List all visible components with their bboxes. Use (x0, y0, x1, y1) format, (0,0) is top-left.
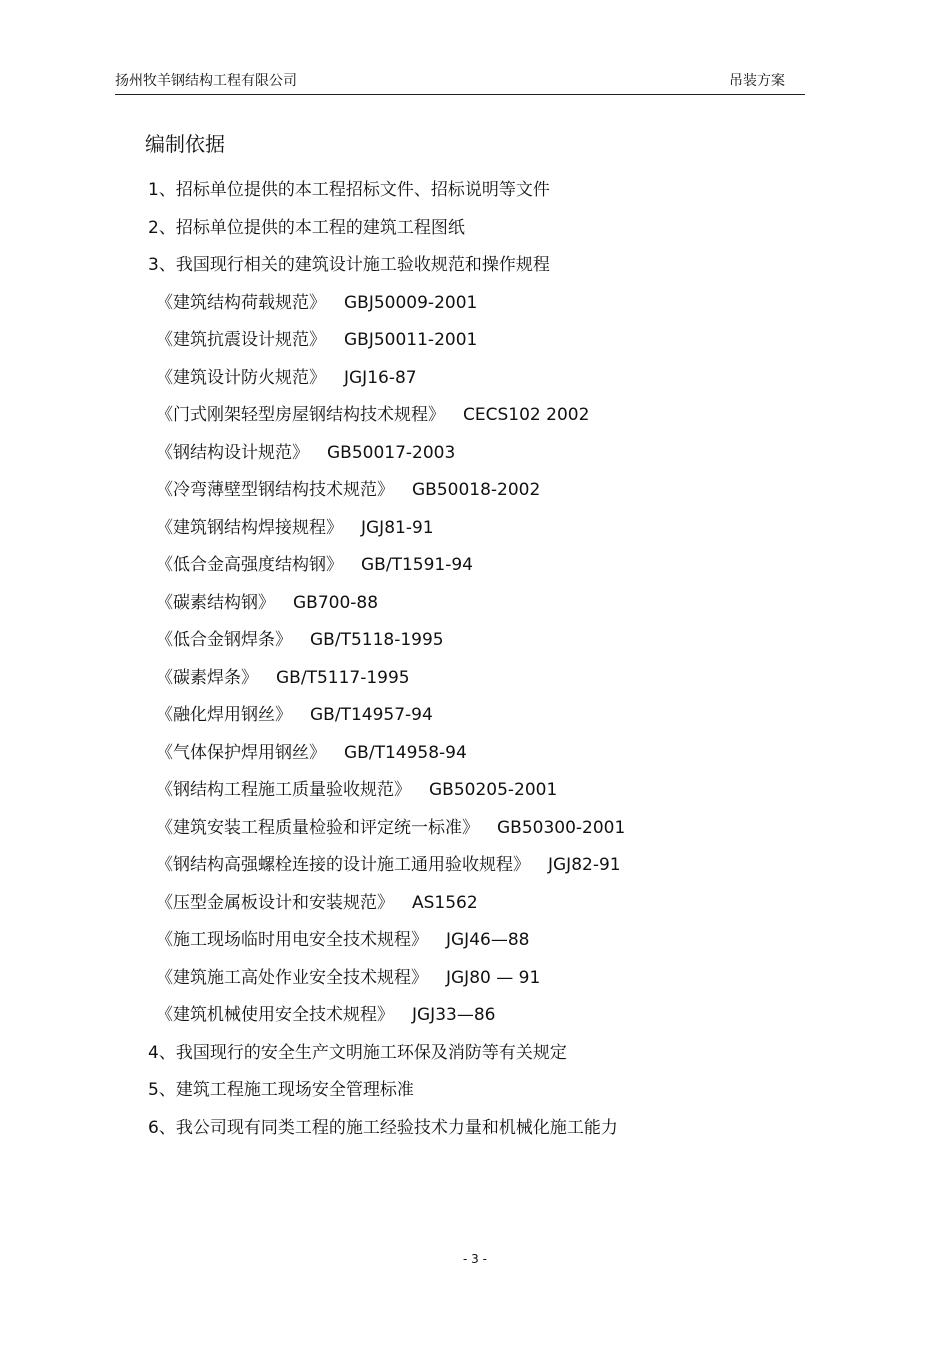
standard-name: 《钢结构设计规范》 (156, 442, 309, 463)
standard-name: 《低合金高强度结构钢》 (156, 555, 343, 575)
standard-name: 《低合金钢焊条》 (156, 630, 292, 650)
standard-code: CECS102 2002 (463, 405, 590, 425)
standard-code: JGJ80 — 91 (446, 967, 541, 988)
standard-name: 《钢结构高强螺栓连接的设计施工通用验收规程》 (156, 855, 530, 875)
standard-name: 《建筑机械使用安全技术规程》 (156, 1005, 394, 1025)
list-item: 4、我国现行的安全生产文明施工环保及消防等有关规定 (148, 1042, 567, 1063)
standard-item (148, 397, 828, 435)
standard-code: GB50017-2003 (327, 442, 456, 463)
standard-item (148, 885, 828, 923)
page-number: - 3 - (463, 1252, 487, 1266)
standard-code: GB/T5118-1995 (310, 630, 444, 650)
standard-name: 《建筑安装工程质量检验和评定统一标准》 (156, 817, 479, 838)
list-item: 6、我公司现有同类工程的施工经验技术力量和机械化施工能力 (148, 1117, 618, 1138)
standard-name: 《碳素结构钢》 (156, 592, 275, 613)
standard-item (148, 810, 828, 848)
standard-code: GB/T14957-94 (310, 705, 433, 725)
standard-code: JGJ82-91 (548, 855, 621, 875)
standard-item (148, 960, 828, 998)
standard-code: JGJ81-91 (361, 517, 434, 538)
standard-item (148, 735, 828, 773)
standard-code: JGJ33—86 (412, 1005, 496, 1025)
standard-item (148, 772, 828, 810)
standard-name: 《建筑钢结构焊接规程》 (156, 517, 343, 538)
standard-code: GBJ50011-2001 (344, 330, 478, 350)
standard-code: GB/T14958-94 (344, 742, 467, 763)
basis-list (148, 172, 828, 1147)
standard-code: JGJ46—88 (446, 930, 530, 950)
list-item: 1、招标单位提供的本工程招标文件、招标说明等文件 (148, 180, 550, 200)
list-item: 3、我国现行相关的建筑设计施工验收规范和操作规程 (148, 255, 550, 275)
standard-item (148, 660, 828, 698)
standard-code: GB/T5117-1995 (276, 667, 410, 688)
standard-code: JGJ16-87 (344, 367, 417, 388)
standard-name: 《气体保护焊用钢丝》 (156, 742, 326, 763)
standard-name: 《门式刚架轻型房屋钢结构技术规程》 (156, 405, 445, 425)
standard-code: GB/T1591-94 (361, 555, 473, 575)
document-type: 吊装方案 (729, 73, 785, 89)
standard-item (148, 360, 828, 398)
standard-item (148, 622, 828, 660)
standard-item (148, 435, 828, 473)
standard-code: GB50018-2002 (412, 480, 541, 500)
standard-item (148, 547, 828, 585)
standard-code: GB50300-2001 (497, 817, 626, 838)
standard-code: GB700-88 (293, 592, 379, 613)
standard-name: 《碳素焊条》 (156, 667, 258, 688)
standard-name: 《冷弯薄壁型钢结构技术规范》 (156, 480, 394, 500)
section-title: 编制依据 (145, 132, 225, 156)
standard-name: 《钢结构工程施工质量验收规范》 (156, 780, 411, 800)
standard-code: GBJ50009-2001 (344, 292, 478, 313)
standard-name: 《建筑结构荷载规范》 (156, 292, 326, 313)
standard-code: AS1562 (412, 892, 478, 913)
list-item: 2、招标单位提供的本工程的建筑工程图纸 (148, 217, 465, 238)
list-item: 5、建筑工程施工现场安全管理标准 (148, 1080, 414, 1100)
standard-item (148, 997, 828, 1035)
standard-name: 《压型金属板设计和安装规范》 (156, 892, 394, 913)
standard-name: 《建筑抗震设计规范》 (156, 330, 326, 350)
standard-item (148, 285, 828, 323)
standard-item (148, 472, 828, 510)
standard-item (148, 510, 828, 548)
standard-item (148, 697, 828, 735)
standard-item (148, 322, 828, 360)
standard-item (148, 847, 828, 885)
standard-name: 《施工现场临时用电安全技术规程》 (156, 930, 428, 950)
standard-item (148, 922, 828, 960)
page-header (115, 66, 805, 95)
company-name: 扬州牧羊钢结构工程有限公司 (115, 73, 297, 89)
standard-name: 《融化焊用钢丝》 (156, 705, 292, 725)
standard-name: 《建筑施工高处作业安全技术规程》 (156, 967, 428, 988)
standard-code: GB50205-2001 (429, 780, 558, 800)
standard-item (148, 585, 828, 623)
standard-name: 《建筑设计防火规范》 (156, 367, 326, 388)
